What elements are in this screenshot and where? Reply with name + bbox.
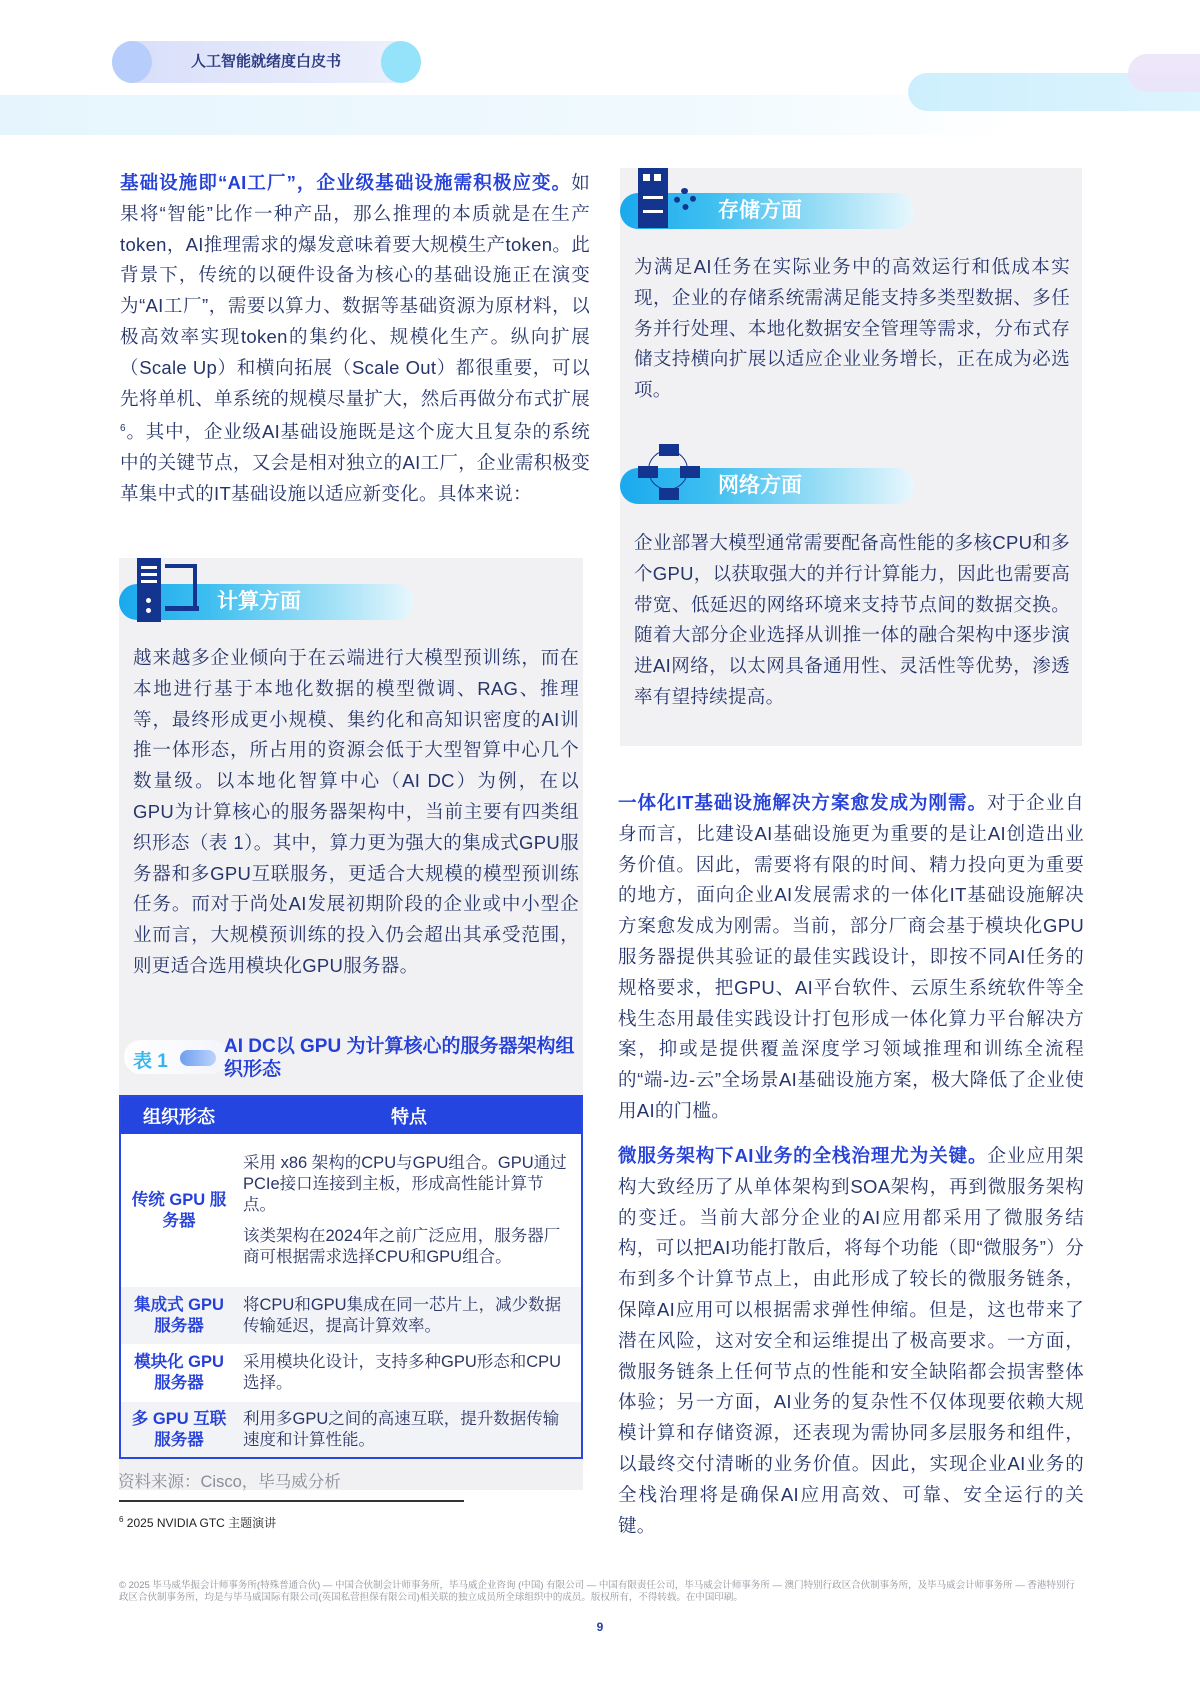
- microservice-body: 企业应用架构大致经历了从单体架构到SOA架构，再到微服务架构的变迁。当前大部分企业的AI应用都采用了微服务结构，可以把AI功能打散后，将每个功能（即“微服务”）分布到多个计算节点上，由此形成了较长的微服务链条，保障AI应用可以根据需求弹性伸缩。但是，这也带来了潜在风险，这对安全和运维提出了极高要求。一方面，微服务链条上任何节点的性能和安全缺陷都会损害整体体验；另一方面，AI业务的复杂性不仅体现要依赖大规模计算和存储资源，还表现为需协同多层服务和组件，以最终交付清晰的业务价值。因此，实现企业AI业务的全栈治理将是确保AI应用高效、可靠、安全运行的关键。: [618, 1145, 1084, 1536]
- row-type: 集成式 GPU 服务器: [120, 1287, 237, 1344]
- integrated-it-paragraph: [618, 788, 1084, 1127]
- copyright-notice: © 2025 毕马威华振会计师事务所(特殊普通合伙) — 中国合伙制会计师事务所，毕马威企业咨询 (中国) 有限公司 — 中国有限责任公司，毕马威会计师事务所 — 澳门特别行政区合伙制事务所，及毕马威会计师事务所 — 香港特别行政区合伙制事务所，均是与毕马威国际有限公司(英国私营担保有限公司)相关联的独立成员所全球组织中的成员。版权所有，不得转载。在中国印刷。: [119, 1580, 1075, 1603]
- footnote-number: 6: [119, 1515, 124, 1524]
- intro-body: 如果将“智能”比作一种产品，那么推理的本质就是在生产token，AI推理需求的爆发意味着要大规模生产token。此背景下，传统的以硬件设备为核心的基础设施正在演变为“AI工厂”，需要以算力、数据等基础资源为原材料，以极高效率实现token的集约化、规模化生产。纵向扩展（Scale Up）和横向拓展（Scale Out）都很重要，可以先将单机、单系统的规模尽量扩大，然后再做分布式扩展: [120, 172, 591, 409]
- integrated-it-body: 对于企业自身而言，比建设AI基础设施更为重要的是让AI创造出业务价值。因此，需要将有限的时间、精力投向更为重要的地方，面向企业AI发展需求的一体化IT基础设施解决方案愈发成为刚需。当前，部分厂商会基于模块化GPU服务器提供其验证的最佳实践设计，即按不同AI任务的规格要求，把GPU、AI平台软件、云原生系统软件等全栈生态用最佳实践设计打包形成一体化算力平台解决方案，抑或是提供覆盖深度学习领域推理和训练全流程的“端-边-云”全场景AI基础设施方案，极大降低了企业使用AI的门槛。: [618, 792, 1084, 1121]
- table-row: [120, 1287, 582, 1344]
- table-label-decoration: [180, 1050, 216, 1066]
- table-header-type: 组织形态: [120, 1096, 237, 1134]
- table-header-features: 特点: [237, 1096, 582, 1134]
- network-body: 企业部署大模型通常需要配备高性能的多核CPU和多个GPU，以获取强大的并行计算能力，因此也需要高带宽、低延迟的网络环境来支持节点间的数据交换。随着大部分企业选择从训推一体的融合架构中逐步演进AI网络，以太网具备通用性、灵活性等优势，渗透率有望持续提高。: [634, 532, 1070, 707]
- compute-heading: 计算方面: [217, 590, 301, 613]
- row-features: [237, 1134, 582, 1287]
- table-row: [120, 1344, 582, 1402]
- row-type: 模块化 GPU 服务器: [120, 1344, 237, 1402]
- microservice-lead: 微服务架构下AI业务的全栈治理尤为关键。: [618, 1145, 988, 1166]
- table-row: [120, 1402, 582, 1458]
- footnote-divider: [119, 1500, 464, 1502]
- feature-text: 该类架构在2024年之前广泛应用，服务器厂商可根据需求选择CPU和GPU组合。: [243, 1227, 561, 1266]
- decorative-pill: [1128, 54, 1200, 92]
- network-heading: 网络方面: [718, 474, 802, 497]
- server-monitor-icon: [137, 558, 199, 622]
- intro-tail: 。其中，企业级AI基础设施既是这个庞大且复杂的系统中的关键节点，又会是相对独立的AI工厂，企业需积极变革集中式的IT基础设施以适应新变化。具体来说：: [120, 421, 590, 505]
- storage-gear-icon: [638, 168, 700, 228]
- document-title: 人工智能就绪度白皮书: [190, 53, 341, 70]
- row-features: 采用模块化设计，支持多种GPU形态和CPU选择。: [237, 1344, 582, 1402]
- header-pill-cap: [112, 41, 152, 83]
- intro-lead: 基础设施即“AI工厂”，企业级基础设施需积极应变。: [120, 172, 572, 193]
- storage-heading: 存储方面: [718, 199, 802, 222]
- compute-body: 越来越多企业倾向于在云端进行大模型预训练，而在本地进行基于本地化数据的模型微调、RAG、推理等，最终形成更小规模、集约化和高知识密度的AI训推一体形态，所占用的资源会低于大型智算中心几个数量级。以本地化智算中心（AI DC）为例，在以GPU为计算核心的服务器架构中，当前主要有四类组织形态（表 1）。其中，算力更为强大的集成式GPU服务器和多GPU互联服务，更适合大规模的模型预训练任务。而对于尚处AI发展初期阶段的企业或中小型企业而言，大规模预训练的投入仍会超出其承受范围，则更适合选用模块化GPU服务器。: [133, 647, 579, 976]
- header-pill-cap: [381, 41, 421, 83]
- table-title: AI DC以 GPU 为计算核心的服务器架构组织形态: [224, 1036, 575, 1080]
- server-architecture-table: [119, 1095, 583, 1459]
- network-nodes-icon: [638, 444, 700, 504]
- storage-body: 为满足AI任务在实际业务中的高效运行和低成本实现，企业的存储系统需满足能支持多类型数据、多任务并行处理、本地化数据安全管理等需求，分布式存储支持横向扩展以适应企业业务增长，正在成为必选项。: [634, 256, 1070, 401]
- feature-text: 采用 x86 架构的CPU与GPU组合。GPU通过PCIe接口连接到主板，形成高性能计算节点。: [243, 1154, 567, 1214]
- footnote: [119, 1514, 276, 1531]
- intro-paragraph: [120, 168, 590, 510]
- table-label: 表 1: [133, 1051, 168, 1072]
- row-type: 多 GPU 互联服务器: [120, 1402, 237, 1458]
- row-features: 利用多GPU之间的高速互联，提升数据传输速度和计算性能。: [237, 1402, 582, 1458]
- table-row: [120, 1134, 582, 1287]
- microservice-paragraph: [618, 1141, 1084, 1541]
- footnote-ref: 6: [120, 423, 126, 435]
- footnote-text: 2025 NVIDIA GTC 主题演讲: [126, 1516, 277, 1530]
- table-source: 资料来源：Cisco，毕马威分析: [118, 1473, 341, 1491]
- row-features: 将CPU和GPU集成在同一芯片上，减少数据传输延迟，提高计算效率。: [237, 1287, 582, 1344]
- page-number: 9: [596, 1620, 604, 1634]
- integrated-it-lead: 一体化IT基础设施解决方案愈发成为刚需。: [618, 792, 988, 813]
- row-type: 传统 GPU 服务器: [120, 1134, 237, 1287]
